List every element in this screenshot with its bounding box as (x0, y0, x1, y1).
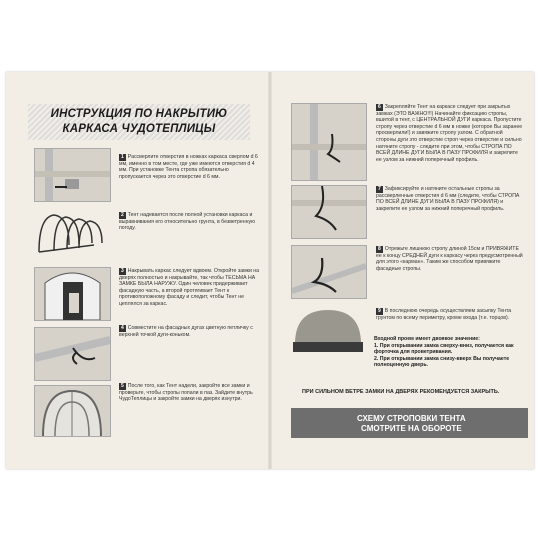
scheme-line-1: СХЕМУ СТРОПОВКИ ТЕНТА (357, 414, 466, 423)
step-5 (119, 383, 261, 403)
photo-frame (34, 207, 109, 259)
scheme-text (357, 414, 466, 434)
covering-illustration (35, 268, 110, 320)
step-2-text: Тент надевается после полной установки каркаса и выравнивания его относительно грунта, в безветренную погоду. (119, 212, 255, 232)
step-9 (376, 308, 524, 321)
step-8-text: Отрежьте лишнюю стропу длиной 15см и ПРИВЯЖИТЕ ее к концу СРЕДНЕЙ дуги к каркасу через предусмотренный для этого «карман». Таким же способом привяжите фасадные стропы. (376, 246, 523, 272)
scheme-line-2: СМОТРИТЕ НА ОБОРОТЕ (361, 424, 462, 433)
scheme-banner (291, 408, 528, 438)
strap-tie-illustration (292, 104, 366, 180)
step-2 (119, 212, 261, 232)
step-8-number: 8 (378, 246, 381, 252)
entry-item-2: 2. При открывании замка снизу-вверх Вы получаете полноценную дверь. (374, 355, 510, 369)
title-line-2: КАРКАСА ЧУДОТЕПЛИЦЫ (62, 123, 216, 135)
wind-warning: ПРИ СИЛЬНОМ ВЕТРЕ ЗАМКИ НА ДВЕРЯХ РЕКОМЕНДУЕТСЯ ЗАКРЫТЬ. (302, 389, 500, 395)
step-6 (376, 104, 524, 163)
photo-strap-cut (291, 245, 367, 299)
strap-cut-illustration (292, 246, 366, 298)
step-7 (376, 186, 524, 212)
entry-item-1: 1. При открывании замка сверху-вниз, получается как форточка для проветривания. (374, 342, 514, 356)
step-6-number: 6 (378, 104, 381, 110)
step-4 (119, 325, 261, 338)
entry-note (374, 336, 524, 369)
step-3 (119, 268, 261, 308)
step-1-number: 1 (121, 154, 124, 160)
photo-covering (34, 267, 111, 321)
step-5-number: 5 (121, 383, 124, 389)
step-7-text: Зафиксируйте и натяните остальные стропы за рассверленные отверстия d 6 мм (следите, чтобы СТРОПА ПО ВСЕЙ ДЛИНЕ ДУГИ БЫЛА В ПАЗУ ПРОФИЛЯ) и закрепите ее узлом за нижний поперечный профиль. (376, 186, 520, 212)
soil-illustration (291, 304, 365, 354)
step-3-text: Накрывать каркас следует вдвоем. Откройте замки на дверях полностью и накрывайте, так чтобы ТЕСЬМА НА ЗАМКЕ БЫЛА НАРУЖУ. Один человек придерживает фасадную часть, а второй протягивает Тент к противоположному фасаду и следит, чтобы Тент не цеплялся за каркас. (119, 268, 260, 307)
photo-loop (34, 327, 111, 381)
step-3-number: 3 (121, 268, 124, 274)
strap-fix-illustration (292, 186, 366, 238)
photo-strap-tie (291, 103, 367, 181)
step-4-number: 4 (121, 325, 124, 331)
step-4-text: Совместите на фасадных дугах цветную петличку с верхней точкой дуги-коньком. (119, 325, 253, 338)
photo-drilling-leg (34, 148, 111, 202)
step-7-number: 7 (378, 186, 381, 192)
step-9-text: В последнюю очередь осуществляем засыпку Тента грунтом по всему периметру, кроме входа (т.е. торцов). (376, 308, 512, 321)
arches-illustration (35, 386, 110, 436)
step-8 (376, 246, 524, 272)
drilling-leg-illustration (35, 149, 110, 201)
page-fold (268, 72, 272, 469)
photo-strap-fix (291, 185, 367, 239)
loop-illustration (35, 328, 110, 380)
title-line-1: ИНСТРУКЦИЯ ПО НАКРЫТИЮ (50, 108, 228, 120)
entry-heading: Входной проем имеет двоякое значение: (374, 336, 480, 342)
step-1 (119, 154, 261, 180)
step-5-text: После того, как Тент надели, закройте все замки и проверьте, чтобы стропы попали в паз. Зайдите внутрь ЧудоТеплицы и закройте замки на дверях изнутри. (119, 383, 253, 403)
greenhouse-frame-illustration (34, 207, 109, 259)
step-6-text: Закрепляйте Тент на каркасе следует при закрытых замках (ЭТО ВАЖНО!!!) Начинайте фиксацию стропы, вшитой в тент, с ЦЕНТРАЛЬНОЙ ДУГИ каркаса. Пропустите стропу через отверстие d 6 мм в ножке (которое Вы заранее просверлили!) и завяжите стропу узлом. С обратной стороны дуги это отверстие строп через отверстие и сильно натяните стропу - следите при этом, чтобы СТРОПА ПО ВСЕЙ ДЛИНЕ ДУГИ БЫЛА В ПАЗУ ПРОФИЛЯ и закрепите ее узлом за нижний поперечный профиль. (376, 104, 523, 163)
photo-soil (291, 304, 365, 354)
photo-arches (34, 385, 111, 437)
step-9-number: 9 (378, 308, 381, 314)
step-1-text: Рассверлите отверстия в ножках каркаса сверлом d 6 мм, именно в том месте, где уже имеются отверстия d 4 мм. При установке Тента стропа обязательно пропускается через это отверстие d 6 мм. (119, 154, 258, 180)
title-banner (28, 104, 250, 140)
step-2-number: 2 (121, 212, 124, 218)
